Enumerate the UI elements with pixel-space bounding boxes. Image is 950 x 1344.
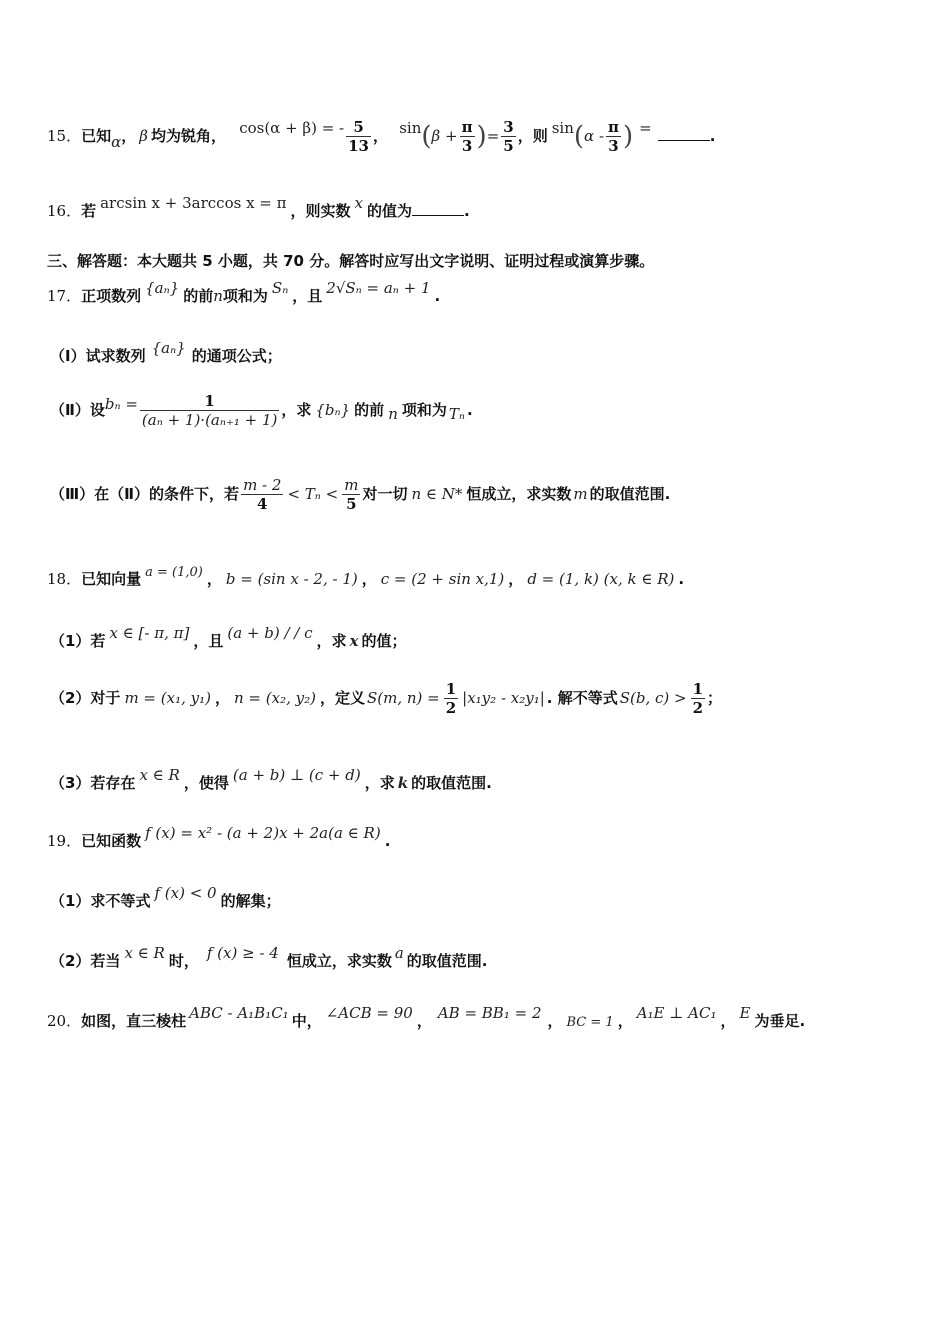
text: ，则 [517,127,548,145]
vector-n: n = (x₂, y₂) [233,689,316,707]
fraction-one-half [444,680,458,717]
question-number: 19． [47,832,82,850]
math-Sn: Sₙ [271,279,289,297]
vector-b: b = (sin x - 2, - 1) [225,570,358,588]
perpendicular-condition: A₁E ⊥ AC₁ [636,1004,717,1022]
text: ， [547,1012,563,1030]
text: 恒成立，求实数 [466,485,572,503]
text: ，求 [364,774,395,792]
paren-close: ) [623,121,634,152]
fraction-pi-3 [606,118,621,155]
q17-part1 [50,339,282,366]
text: 对一切 [362,485,408,503]
beta-plus: β + [431,127,458,145]
text: 正项数列 [81,287,142,305]
S-inequality: S(b, c) > [619,689,687,707]
question-19 [47,824,391,851]
condition: n ∈ N* [411,485,463,503]
text: ，且 [292,287,323,305]
text: 的前 [354,401,385,419]
text: ，求 [316,632,347,650]
part-label: （2）对于 [50,689,121,707]
q19-part1 [50,884,281,911]
text: ； [707,689,723,707]
fraction-one-half [691,680,705,717]
sequence-bn: {bₙ} [315,401,351,419]
math-alpha: α [111,133,122,151]
part-label: （Ⅰ）试求数列 [50,347,146,365]
question-17 [47,279,441,306]
condition: x ∈ R [139,766,180,784]
denominator: 5 [346,495,357,513]
vector-m: m = (x₁, y₁) [124,689,211,707]
text: . [434,287,441,305]
math-x: x [354,194,363,212]
math-a: a [394,944,404,962]
paren-open: ( [573,121,585,152]
fraction-bn [140,392,279,429]
text: . 解不等式 [546,689,618,707]
question-15 [47,118,715,155]
text: 为垂足. [754,1012,806,1030]
equals: = [639,119,652,137]
q18-part1 [50,624,407,651]
question-number: 18． [47,570,82,588]
fraction-5-13 [346,118,371,155]
question-number: 15． [47,127,82,145]
part-label: （2）若当 [50,952,121,970]
numerator: π [608,118,619,136]
text: 的通项公式； [191,347,282,365]
sequence-an: {aₙ} [145,279,180,297]
question-18 [47,565,685,589]
numerator: m - 2 [243,476,282,494]
text: 的前 [183,287,214,305]
text: 的取值范围. [411,774,492,792]
q19-part2 [50,944,488,971]
text: . [466,401,473,419]
length-condition: BC = 1 [566,1015,614,1030]
text: 已知函数 [81,832,142,850]
perpendicular-condition: (a + b) ⊥ (c + d) [232,766,361,784]
question-number: 16． [47,202,82,220]
text: 时， [168,952,199,970]
text: 已知向量 [81,570,142,588]
denominator: 3 [461,137,473,155]
sin-label: sin [399,119,422,137]
text: ， [206,570,222,588]
fraction-m-over-5 [342,476,360,513]
text: ， [416,1012,432,1030]
numerator: 1 [140,392,279,411]
text: ， [508,570,524,588]
cos-expression: cos(α + β) = - [239,119,345,137]
vector-c: c = (2 + sin x,1) [380,570,505,588]
math-expression: arcsin x + 3arccos x = π [100,194,287,212]
math-x: x [349,632,359,650]
part-label: （1）求不等式 [50,892,151,910]
text: . [464,202,470,220]
denominator: 3 [608,137,619,155]
math-m: m [573,485,588,503]
fraction-pi-3 [460,118,475,155]
inequality: f (x) < 0 [154,884,217,902]
math-n: n [213,287,223,305]
text: 的值； [361,632,407,650]
condition: x ∈ R [124,944,165,962]
question-number: 20． [47,1012,82,1030]
text: ， [361,570,377,588]
math-expression: 2√Sₙ = aₙ + 1 [326,279,431,297]
numerator: 1 [692,680,704,698]
numerator: 5 [346,118,371,137]
question-20 [47,1004,806,1031]
vector-a: a = (1,0) [145,565,203,580]
paren-open: ( [421,121,432,152]
text: ， [372,127,388,145]
parallel-condition: (a + b) / / c [227,624,313,642]
fraction-m-minus-2-over-4 [241,476,283,513]
text: 的取值范围. [406,952,488,970]
point-E: E [739,1004,751,1022]
math-bn: bₙ = [104,395,138,413]
part-label: （Ⅲ）在（Ⅱ）的条件下，若 [50,485,240,503]
text: ， [617,1012,633,1030]
angle-condition: ∠ACB = 90 [325,1004,413,1022]
text: 的解集； [220,892,281,910]
text: 项和为 [222,287,268,305]
text: 的取值范围. [589,485,671,503]
function-definition: f (x) = x² - (a + 2)x + 2a(a ∈ R) [145,824,381,842]
vector-d: d = (1, k) (x, k ∈ R) [527,570,675,588]
text: . [709,127,716,145]
denominator: 4 [257,495,268,513]
denominator: 5 [503,137,514,155]
sequence-an: {aₙ} [151,339,186,357]
section-heading: 三、解答题：本大题共 5 小题，共 70 分。解答时应写出文字说明、证明过程或演算步骤。 [47,252,655,270]
condition: x ∈ [- π, π] [109,624,190,642]
part-label: （Ⅱ）设 [50,401,105,419]
q17-part3 [50,476,670,513]
alpha-minus: α - [584,127,605,145]
text: ，且 [193,632,224,650]
math-n: n [388,405,398,423]
paren-close: ) [476,121,487,152]
text: 已知 [81,127,112,145]
answer-blank[interactable] [658,128,710,141]
inequality: < Tₙ < [287,485,339,503]
math-k: k [397,774,409,792]
absolute-expression: |x₁y₂ - x₂y₁| [462,689,545,707]
length-condition: AB = BB₁ = 2 [437,1004,542,1022]
text: 若 [81,202,97,220]
text: ， [214,689,230,707]
text: 均为锐角， [150,127,226,145]
numerator: 1 [445,680,457,698]
q18-part3 [50,766,492,793]
text: ，求 [281,401,312,419]
text: 恒成立，求实数 [286,952,392,970]
text: 的值为 [366,202,412,220]
q18-part2 [50,680,722,717]
denominator: 2 [692,699,704,717]
equals: = [486,127,500,145]
denominator: (aₙ + 1)·(aₙ₊₁ + 1) [141,411,278,429]
fraction-3-5 [501,118,515,155]
denominator: 2 [445,699,457,717]
section-title [47,250,654,271]
part-label: （1）若 [50,632,106,650]
text: ，定义 [319,689,365,707]
math-Tn: Tₙ [448,405,465,423]
math-beta: β [139,127,148,145]
sin-label: sin [551,119,574,137]
text: ， [121,127,137,145]
q17-part2 [50,392,473,429]
answer-blank[interactable] [412,203,464,216]
question-16 [47,194,470,221]
numerator: π [461,118,473,136]
text: . [678,570,685,588]
denominator: 13 [348,137,369,155]
text: . [384,832,391,850]
S-definition: S(m, n) = [366,689,440,707]
inequality: f (x) ≥ - 4 [206,944,279,962]
text: 中， [291,1012,322,1030]
text: ，则实数 [290,202,351,220]
text: 项和为 [401,401,447,419]
part-label: （3）若存在 [50,774,136,792]
text: 如图，直三棱柱 [81,1012,187,1030]
numerator: m [344,476,359,494]
text: ，使得 [183,774,229,792]
question-number: 17． [47,287,82,305]
numerator: 3 [503,118,514,136]
prism-name: ABC - A₁B₁C₁ [189,1004,289,1022]
text: ， [720,1012,736,1030]
